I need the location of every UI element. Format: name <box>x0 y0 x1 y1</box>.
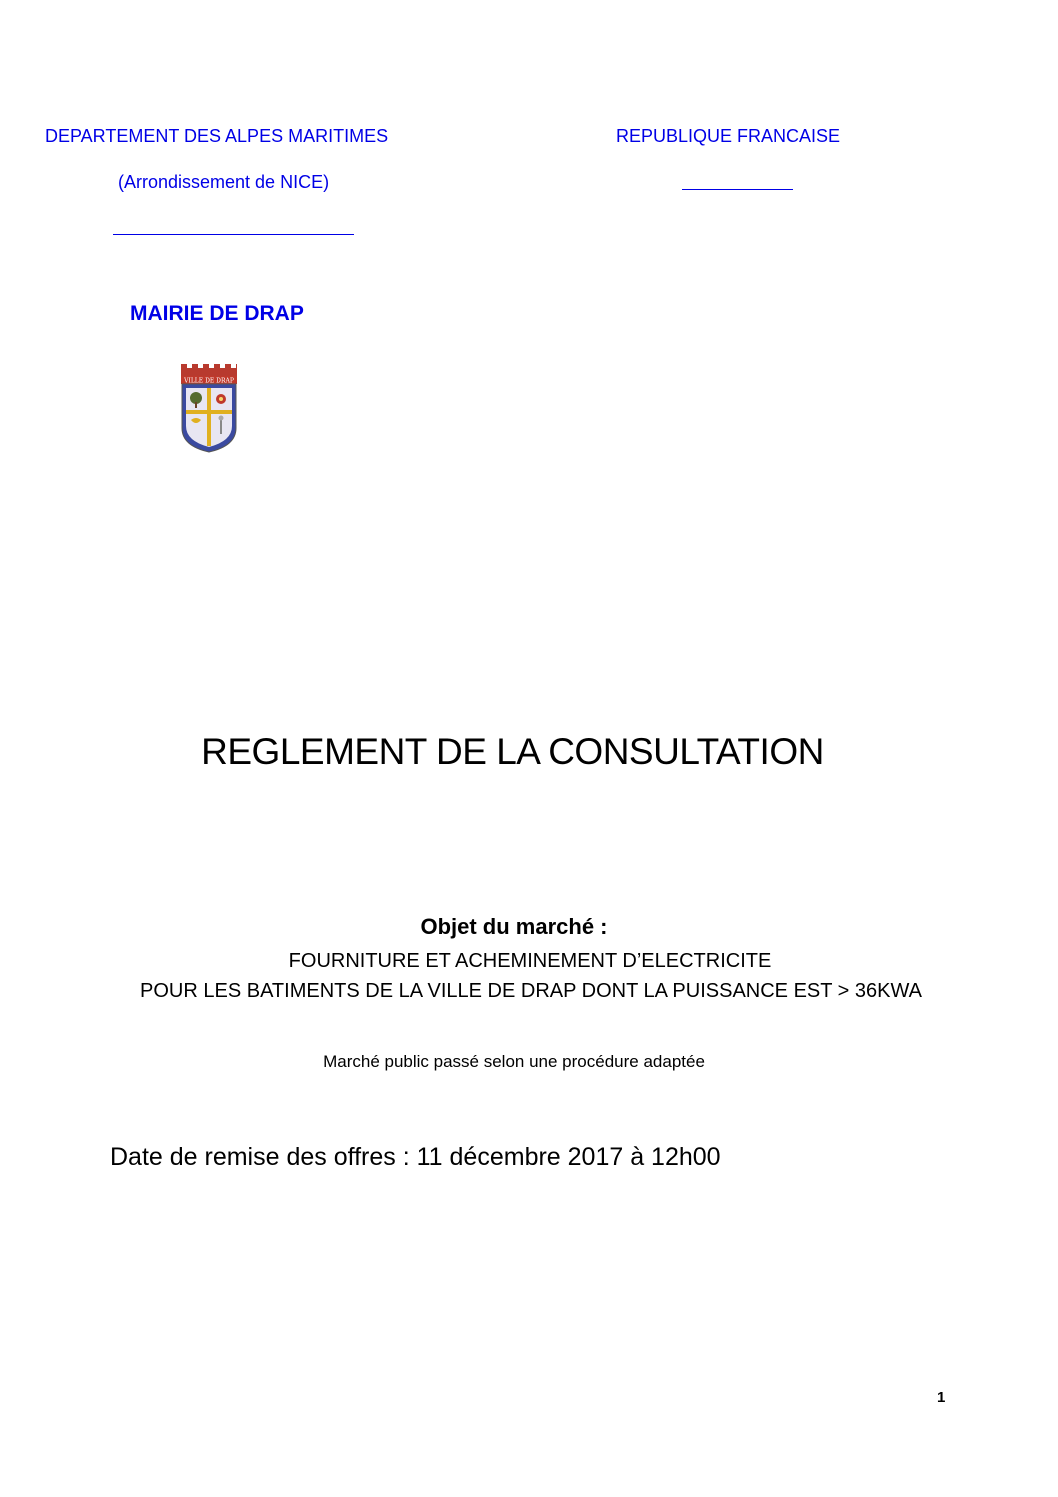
department-heading: DEPARTEMENT DES ALPES MARITIMES <box>45 126 389 146</box>
page-number: 1 <box>937 1389 946 1406</box>
arrondissement-text: (Arrondissement de NICE) <box>118 172 330 192</box>
mairie-heading: MAIRIE DE DRAP <box>130 302 304 325</box>
object-heading: Objet du marché : <box>420 914 608 939</box>
deadline-text: Date de remise des offres : 11 décembre 2017 à 12h00 <box>110 1143 721 1171</box>
right-divider <box>682 189 793 190</box>
object-line-2: POUR LES BATIMENTS DE LA VILLE DE DRAP DONT LA PUISSANCE EST > 36KWA <box>140 980 922 1002</box>
svg-text:VILLE DE DRAP: VILLE DE DRAP <box>184 377 234 385</box>
coat-of-arms-icon <box>178 362 240 454</box>
document-title: REGLEMENT DE LA CONSULTATION <box>201 731 824 772</box>
procedure-text: Marché public passé selon une procédure adaptée <box>323 1052 705 1071</box>
object-line-1: FOURNITURE ET ACHEMINEMENT D’ELECTRICITE <box>288 950 772 972</box>
left-divider <box>113 234 354 235</box>
republic-heading: REPUBLIQUE FRANCAISE <box>616 126 841 146</box>
